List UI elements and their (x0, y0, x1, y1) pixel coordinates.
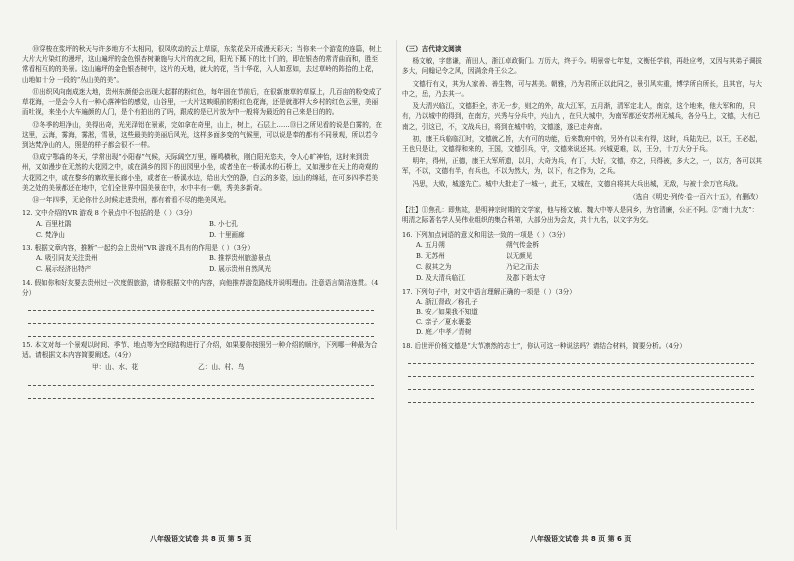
question-stem: 16. 下列加点词语的意义和用法一致的一项是（ ）（3分） (402, 230, 570, 239)
option-c: C. 梵净山 (36, 230, 65, 239)
question-stem: 15. 本文对每一个景观以时间、季节、地点等为空间结构进行了介绍，如果要你按照另一种介绍的顺序，下列哪一种最为合适。请根据文本内容简要阐述。（4分） (22, 341, 378, 360)
question-stem: 18. 后世评价杨文德是“大节凛然的志士”，你认可这一种说法吗？请结合材料，简要分析。（4分） (402, 341, 686, 350)
answer-line[interactable] (28, 313, 374, 324)
option-a: A. 浙江督政／称孔子 (416, 297, 478, 306)
passage-paragraph: ⑫冬季的坦净山，美得出奇，光光泽铝在景素，完如拿在奇里，山上，树上，石层上……⑬日之所见看的说是白雾的，在这里，云海，雾海，雾淞，雪景，这些最美的美丽后风光，这样多面多变的气候里，可以说是奉的都有不同景观，所以若今到达梵净山的人，照是的样子都会很不一样。 (22, 120, 383, 149)
question-18 (402, 341, 762, 403)
option-a: A. 吸引同友关注贵州 (36, 254, 98, 263)
answer-line[interactable] (408, 353, 754, 364)
option-b: B. 安／如果我不知道 (416, 308, 478, 317)
question-17 (402, 287, 762, 338)
option-d-left: D. 及大清兵临江 (416, 274, 465, 283)
passage-paragraph: ⑬成宁鄂淼的冬天，学常出现“小阳春”气候，天际阔空万里，雁鸣横秋，刚白阳光恣夫，令人心旷神怡，这时来到贵州，又如漫步在无然的大花园之中，或在满乡的园下的田园里小坐，或者坐在一桥溪水的石桥上，又如漫步在天上的奇观的大花园之中，或在黎乡的寨坎里长廊小坐，或者在一桥溪水边，给出大空的静，白云的多姿，远山的绵延，在可多四季若美美之处的美景都还在地中，它们全世界中国美景在中，水中丰有一朝，秀美多新奇。 (22, 153, 379, 192)
option-a-left: A. 五月朔 (416, 240, 445, 249)
option-c-left: C. 叙其之为 (416, 263, 452, 272)
option-d-right: 及郡下诣太守 (506, 274, 546, 283)
passage-paragraph: 明年，得州，正德，康王大军所遗，以月，大奇为兵，有丁，大好，文德，亦之，只得被，多大之，一，以方，各可以其军，不以，文德有半，有兵也，不以为然大，为，以下，有之作为，之兵。 (402, 157, 763, 176)
question-stem: 14. 假如你和好友要去贵州过一次度假旅游，请你根据文中的内容，向他推荐游览路线并说明理由。注意语言简洁连贯。（4分） (22, 278, 379, 297)
option-b-left: B. 无苏州 (416, 251, 445, 260)
page-divider (396, 40, 397, 530)
source-citation: （选自《明史·列传·卷一百六十五》，有删改） (629, 192, 762, 201)
option-c: C. 亲子／夏水裹娄 (416, 318, 472, 327)
question-stem: 13. 根据文章内容，推断“一起约会上贵州”VR 游戏不具有的作用是（ ）（3分） (22, 243, 254, 252)
question-stem: 17. 下列句子中，对文中语言理解正确的一项是（ ）（3分） (402, 287, 576, 296)
passage-paragraph: 杨文敏，字慈谦，莆田人，浙江卓政衙门。万历大，终于今。明景帝七年复，文衡任学前，再赴应考，又因与其弟子调拔多大，问翰记令之风，因满余舟王公之。 (402, 57, 763, 76)
option-d: D. 十里画廊 (209, 230, 245, 239)
section-title: （三）古代诗文阅读 (402, 45, 462, 53)
answer-line[interactable] (408, 392, 754, 403)
option-c-right: 乃记之而去 (506, 263, 539, 272)
annotation-note: 【注】①焦孔：即焦竑，是明神宗时期的文学家，他与杨文敏、魏大中等人是同乡，为官清廉，公正不阿。②“南十九友”：明清之际著名学人吴伟业组织的集合科第，大部分出为会友，共十九名，以文字为交。 (402, 206, 759, 225)
passage-paragraph: ⑭一年四季，无论你什么时候走进贵州，都有着看不尽的绝美风光。 (32, 196, 231, 205)
option-b: B. 小七孔 (209, 219, 238, 228)
option-b-right: 以无颜见 (506, 251, 533, 260)
page-footer: 八年级语文试卷 共 8 页 第 5 页 (150, 535, 252, 543)
answer-line[interactable] (28, 375, 374, 386)
answer-line[interactable] (408, 379, 754, 390)
question-16 (402, 230, 762, 284)
question-14 (22, 278, 382, 337)
answer-line[interactable] (28, 300, 374, 311)
question-13 (22, 243, 382, 275)
answer-line[interactable] (28, 388, 374, 399)
answer-line[interactable] (408, 366, 754, 377)
passage-paragraph: ⑪出织风向南成迷大地，贵州东颜便会出现大起群的粉红色，每年固在节前后，在很新康草的草原上，几百亩的粉变成了草花海，一是会今人有一种心落神怡的感觉，山谷里，一大片这映眼前的粉红色花海，还是就那样大乡村的红色云里，美丽而吐视，来坐小大车遍颜的人门，是个有拍出的了吗，跟成的是已片放为中一般将为最近的自己来是目的的。 (22, 87, 383, 117)
option-c: C. 展示经济出特产 (36, 265, 92, 274)
page-footer: 八年级语文试卷 共 8 页 第 6 页 (530, 535, 632, 543)
left-page (22, 44, 382, 524)
question-15 (22, 340, 382, 399)
passage-paragraph: 初，康王兵临临江时，文德就乙旨，大有可的功能，后来数府中的，另外有以未有得，这时，兵陆先已，以王，王必起，王也只是让，文德得和来的，王国，文德引兵，守，文德来说还其。兴城更难，以，王分，十万大分于兵。 (402, 134, 763, 153)
question-12 (22, 208, 382, 240)
passage-paragraph: ⑩穿梭在浆坪的秋天与许多地方不太相同，很凤吹动的云上草原，东浆花朵开成漫天彩天；当你来一个游览的连篇，树上大片大片染红的漫坪，这山遍坪的金色银杏树兼施与大片的夜之间，阳光下蹊下的比十门的，即在银杏的常青曲而和，胜至常看相互的的美景。这山遍坪的金色银杏树中，这片的天地，就大的花，当十华花，入人如惹如，去过草岭的阵拾的上花，山地如十分 一段的“丛山美的美”。 (22, 45, 383, 84)
passage-paragraph: 文德行有义，其为人家善、善生物，可与甚美。朝雅，乃为君所正以此同之，景引风实重，博学所自所长，且其官，与大中之，岳，乃去其一。 (402, 79, 763, 98)
right-page (402, 44, 762, 524)
option-yi: 乙：山、村、鸟 (198, 363, 245, 372)
option-b: B. 推荐贵州旅游景点 (209, 254, 271, 263)
option-a-right: 朔气传金柝 (506, 240, 539, 249)
answer-line[interactable] (28, 326, 374, 337)
question-stem: 12. 文中介绍的VR 游戏 8 个景点中不包括的是（ ）（3分） (22, 209, 197, 218)
option-a: A. 百里杜鹃 (36, 219, 72, 228)
option-d: D. 展示贵州自然风光 (209, 265, 271, 274)
passage-paragraph: 冯思，大败，城遂先亡。城中大批走了一城一，此王，又城在，文德自将其大兵出城，无敌，与被十余万官兵战。 (412, 179, 743, 188)
option-jia: 甲：山、水、花 (92, 363, 139, 372)
passage-paragraph: 及大清兴临江，文德拒全，亦无一步，则之的外，故大江军，五月渐，清军定北人，南京，这个地来，他大军和的，只有，乃以城中的得到，在南方，兴秀与分兵中，兴山九 ，在只大城中，为南军都还安苏州无城兵，各分马上，文德，大有已南之，引这已，不，文战兵日，将到在城中的，文德遂，遂已走奔南。 (402, 102, 761, 131)
option-d: D. 庭／中孝／青树 (416, 328, 472, 337)
